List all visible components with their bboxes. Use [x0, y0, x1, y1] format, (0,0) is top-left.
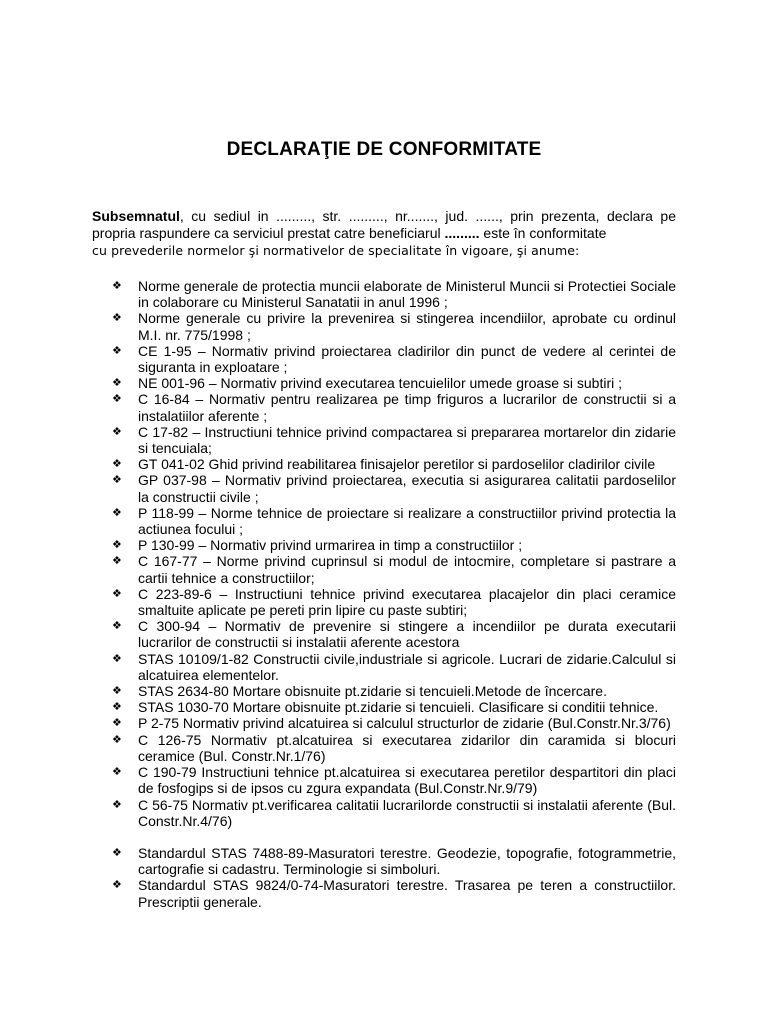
list-item [112, 343, 676, 375]
list-item-text: GT 041-02 Ghid privind reabilitarea finisajelor peretilor si pardoselilor cladirilor civile [138, 456, 656, 473]
list-item [112, 424, 676, 456]
list-item [112, 877, 676, 909]
list-item-text: CE 1-95 – Normativ privind proiectarea cladirilor din punct de vedere al cerintei de siguranta in exploatare ; [138, 342, 676, 376]
norms-list [112, 278, 676, 910]
diamond-bullet-icon: ❖ [112, 457, 122, 471]
list-item-text: C 126-75 Normativ pt.alcatuirea si executarea zidarilor din caramida si blocuri ceramice (Bul. Constr.Nr.1/76) [138, 731, 676, 764]
list-item [112, 456, 676, 472]
list-item-text: STAS 2634-80 Mortare obisnuite pt.zidarie si tencuieli.Metode de încercare. [138, 683, 607, 700]
list-item-text: C 223-89-6 – Instructiuni tehnice privind executarea placajelor din placi ceramice smaltuite aplicate pe pereti prin lipire cu paste subtiri; [138, 585, 676, 619]
list-item-text: C 300-94 – Normativ de prevenire si stingere a incendiilor pe durata executarii lucrarilor de constructii si instalatii aferente acestora [138, 618, 676, 651]
intro-beneficiary: ......... [444, 225, 480, 241]
list-item [112, 586, 676, 618]
diamond-bullet-icon: ❖ [112, 554, 122, 568]
list-item [112, 732, 676, 764]
list-item-text: C 17-82 – Instructiuni tehnice privind compactarea si prepararea mortarelor din zidarie si tencuiala; [138, 423, 676, 457]
list-item [112, 553, 676, 585]
list-item [112, 310, 676, 342]
list-item [112, 505, 676, 537]
diamond-bullet-icon: ❖ [112, 716, 122, 730]
diamond-bullet-icon: ❖ [112, 473, 122, 487]
list-item-text: GP 037-98 – Normativ privind proiectarea, executia si asigurarea calitatii pardoselilor la constructii civile ; [138, 472, 676, 505]
list-item-text: C 56-75 Normativ pt.verificarea calitatii lucrarilorde constructii si instalatii aferente (Bul. Constr.Nr.4/76) [138, 796, 676, 829]
diamond-bullet-icon: ❖ [112, 392, 122, 406]
list-item [112, 699, 676, 715]
diamond-bullet-icon: ❖ [112, 878, 122, 892]
diamond-bullet-icon: ❖ [112, 279, 122, 292]
diamond-bullet-icon: ❖ [112, 700, 122, 714]
list-item [112, 764, 676, 796]
list-item-text: Norme generale de protectia muncii elaborate de Ministerul Muncii si Protectiei Sociale in colaborare cu Ministerul Sanatatii in anul 1996 ; [138, 278, 676, 311]
diamond-bullet-icon: ❖ [112, 424, 122, 438]
list-item-text: STAS 10109/1-82 Constructii civile,industriale si agricole. Lucrari de zidarie.Calculul si alcatuirea elementelor. [138, 650, 676, 683]
list-item-text: NE 001-96 – Normativ privind executarea tencuielilor umede groase si subtiri ; [138, 375, 623, 392]
intro-subject: Subsemnatul [92, 208, 180, 224]
list-item-text: Standardul STAS 9824/0-74-Masuratori terestre. Trasarea pe teren a constructiilor. Prescriptii generale. [138, 877, 676, 910]
list-item [112, 618, 676, 650]
list-item-text: C 167-77 – Norme privind cuprinsul si modul de intocmire, completare si pastrare a cartii tehnice a constructiilor; [138, 553, 676, 586]
list-item-text: P 2-75 Normativ privind alcatuirea si calculul structurlor de zidarie (Bul.Constr.Nr.3/76) [138, 715, 671, 732]
list-item [112, 651, 676, 683]
list-item-text: Norme generale cu privire la prevenirea si stingerea incendiilor, aprobate cu ordinul M.I. nr. 775/1998 ; [138, 310, 676, 343]
intro-text-2: este în conformitate [479, 225, 607, 241]
document-title: DECLARAŢIE DE CONFORMITATE [226, 139, 542, 160]
list-item [112, 715, 676, 731]
list-item [112, 391, 676, 423]
list-item-text: C 16-84 – Normativ pentru realizarea pe timp friguros a lucrarilor de constructii si a instalatiilor aferente ; [138, 391, 676, 424]
diamond-bullet-icon: ❖ [112, 732, 122, 746]
diamond-bullet-icon: ❖ [112, 311, 122, 325]
list-item-text: P 118-99 – Norme tehnice de proiectare si realizare a constructiilor privind protectia la actiunea focului ; [138, 504, 676, 538]
list-item-text: C 190-79 Instructiuni tehnice pt.alcatuirea si executarea peretilor despartitori din placi de fosfogips si de ipsos cu zgura expandata (Bul.Constr.Nr.9/79) [138, 764, 676, 797]
list-item [112, 278, 676, 310]
list-item [112, 375, 676, 391]
list-item [112, 845, 676, 877]
list-item [112, 537, 676, 553]
list-item [112, 797, 676, 829]
list-item [112, 683, 676, 699]
diamond-bullet-icon: ❖ [112, 505, 122, 519]
diamond-bullet-icon: ❖ [112, 765, 122, 779]
intro-paragraph [92, 208, 676, 259]
diamond-bullet-icon: ❖ [112, 845, 122, 859]
diamond-bullet-icon: ❖ [112, 797, 122, 811]
list-item-text: STAS 1030-70 Mortare obisnuite pt.zidarie si tencuieli. Clasificare si conditii tehnice. [138, 699, 659, 716]
intro-text-1: , cu sediul in ........., str. ........., nr......., jud. ......, prin prezenta, declara pe propria raspundere ca serviciul prestat catre beneficiarul [92, 208, 676, 241]
diamond-bullet-icon: ❖ [112, 684, 122, 698]
list-item-text: Standardul STAS 7488-89-Masuratori terestre. Geodezie, topografie, fotogrammetrie, cartografie si cadastru. Terminologie si simboluri. [138, 844, 676, 878]
list-item [112, 472, 676, 504]
diamond-bullet-icon: ❖ [112, 619, 122, 633]
diamond-bullet-icon: ❖ [112, 651, 122, 665]
diamond-bullet-icon: ❖ [112, 376, 122, 390]
diamond-bullet-icon: ❖ [112, 343, 122, 357]
list-item-text: P 130-99 – Normativ privind urmarirea in timp a constructiilor ; [138, 537, 523, 554]
diamond-bullet-icon: ❖ [112, 586, 122, 600]
intro-text-3: cu prevederile normelor şi normativelor de specialitate în vigoare, şi anume: [92, 243, 580, 258]
diamond-bullet-icon: ❖ [112, 538, 122, 552]
